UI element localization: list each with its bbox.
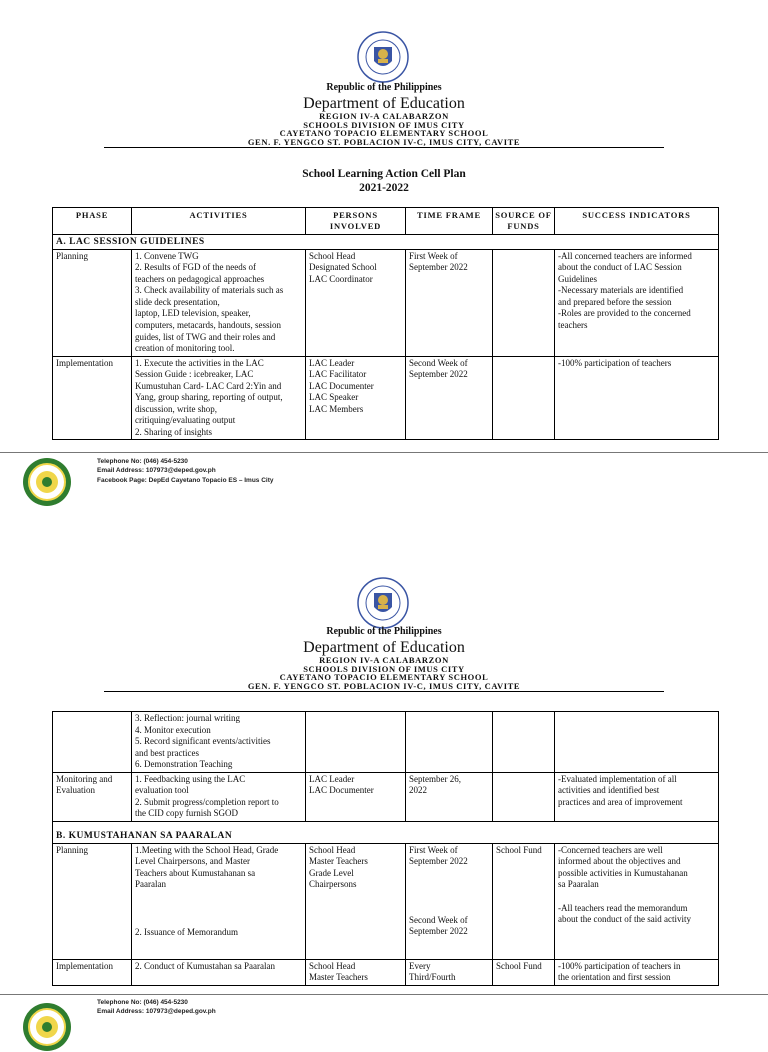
text-line: teachers bbox=[558, 320, 588, 330]
text-line: LAC Leader bbox=[309, 773, 355, 784]
text-line: the CID copy furnish SGOD bbox=[135, 808, 238, 819]
text-line: Grade Level bbox=[309, 867, 354, 878]
text-line: critiquing/evaluating output bbox=[135, 415, 236, 426]
facebook-text: Facebook Page: DepEd Cayetano Topacio ES – Imus City bbox=[97, 476, 274, 484]
text-line: 3. Reflection: journal writing bbox=[135, 713, 240, 723]
text-line: Master Teachers bbox=[309, 856, 368, 867]
text-line: Second Week of bbox=[409, 357, 468, 368]
text-line: LAC Leader bbox=[309, 357, 355, 368]
text-line: 2. Submit progress/completion report to bbox=[135, 796, 279, 807]
text-line: Yang, group sharing, reporting of output, bbox=[135, 392, 283, 403]
email-text: Email Address: 107973@deped.gov.ph bbox=[97, 467, 216, 475]
header-persons: PERSONS INVOLVED bbox=[306, 208, 406, 235]
plan-title-line1: School Learning Action Cell Plan bbox=[302, 168, 466, 180]
text-line: activities and identified best bbox=[558, 785, 660, 796]
text-line: September 2022 bbox=[409, 369, 468, 380]
text-line: LAC Documenter bbox=[309, 380, 374, 391]
text-line: -All teachers read the memorandum bbox=[558, 902, 688, 913]
republic-text: Republic of the Philippines bbox=[326, 626, 442, 637]
text-line: 6. Demonstration Teaching bbox=[135, 759, 233, 770]
text-line: September 26, bbox=[409, 773, 461, 784]
header-time: TIME FRAME bbox=[406, 208, 493, 235]
section-b-title: B. KUMUSTAHANAN SA PAARALAN bbox=[53, 821, 719, 843]
success-part-b bbox=[558, 903, 715, 926]
text-line: LAC Coordinator bbox=[309, 273, 373, 284]
text-line: -100% participation of teachers bbox=[558, 357, 672, 368]
source-cell bbox=[493, 712, 555, 773]
text-line: 1. Execute the activities in the LAC bbox=[135, 357, 264, 368]
source-cell: School Fund bbox=[493, 843, 555, 959]
success-cell bbox=[555, 843, 719, 959]
success-cell bbox=[555, 712, 719, 773]
activities-cell bbox=[132, 959, 306, 985]
activities-part-a bbox=[135, 845, 302, 891]
text-line: 1.Meeting with the School Head, Grade bbox=[135, 844, 279, 855]
text-line: LAC Members bbox=[309, 403, 364, 414]
source-cell: School Fund bbox=[493, 959, 555, 985]
text-line: September 2022 bbox=[409, 926, 468, 937]
text-line: and prepared before the session bbox=[558, 296, 672, 307]
text-line: First Week of bbox=[409, 250, 458, 261]
phase-cell: Planning bbox=[53, 843, 132, 959]
text-line: LAC Documenter bbox=[309, 785, 374, 796]
plan-title-line2: 2021-2022 bbox=[359, 182, 409, 195]
text-line: 2022 bbox=[409, 785, 427, 796]
text-line: Session Guide : icebreaker, LAC bbox=[135, 369, 254, 380]
activities-cell bbox=[132, 843, 306, 959]
header-success: SUCCESS INDICATORS bbox=[555, 208, 719, 235]
phase-cell bbox=[53, 772, 132, 821]
region-text: REGION IV-A CALABARZON bbox=[319, 655, 449, 665]
text-line: computers, metacards, handouts, session bbox=[135, 320, 281, 330]
text-line: Second Week of bbox=[409, 914, 468, 925]
text-line: evaluation tool bbox=[135, 785, 189, 796]
text-line: 2. Sharing of insights bbox=[135, 426, 213, 437]
text-line: about the conduct of LAC Session bbox=[558, 262, 682, 273]
text-line: LAC Speaker bbox=[309, 392, 359, 403]
region-text: REGION IV-A CALABARZON bbox=[319, 111, 449, 121]
text-line: School Head bbox=[309, 250, 356, 261]
persons-cell bbox=[306, 772, 406, 821]
text-line: teachers on pedagogical approaches bbox=[135, 273, 265, 284]
text-line: 1. Convene TWG bbox=[135, 250, 199, 261]
table-row bbox=[53, 772, 719, 821]
text-line: -Evaluated implementation of all bbox=[558, 773, 677, 784]
deped-seal-icon bbox=[357, 577, 409, 629]
phase-cell: Implementation bbox=[53, 356, 132, 440]
time-part-a bbox=[409, 845, 489, 868]
text-line: about the conduct of the said activity bbox=[558, 914, 691, 925]
text-line: September 2022 bbox=[409, 856, 468, 867]
footer-divider bbox=[0, 994, 768, 995]
text-line: 2. Issuance of Memorandum bbox=[135, 926, 238, 937]
school-name: CAYETANO TOPACIO ELEMENTARY SCHOOL bbox=[279, 672, 489, 682]
text-line: LAC Facilitator bbox=[309, 369, 367, 380]
republic-text: Republic of the Philippines bbox=[326, 82, 442, 93]
email-text: Email Address: 107973@deped.gov.ph bbox=[97, 1008, 216, 1016]
text-line: 1. Feedbacking using the LAC bbox=[135, 773, 246, 784]
text-line: guides, list of TWG and their roles and bbox=[135, 331, 276, 342]
activities-cell bbox=[132, 712, 306, 773]
school-name: CAYETANO TOPACIO ELEMENTARY SCHOOL bbox=[279, 128, 489, 138]
text-line: practices and area of improvement bbox=[558, 796, 683, 807]
letterhead bbox=[0, 627, 768, 692]
text-line: Level Chairpersons, and Master bbox=[135, 856, 250, 867]
success-part-a bbox=[558, 845, 715, 891]
text-line: -Necessary materials are identified bbox=[558, 285, 684, 296]
time-part-b bbox=[409, 915, 489, 938]
department-title: Department of Education bbox=[303, 639, 465, 656]
telephone-text: Telephone No: (046) 454-5230 bbox=[97, 458, 188, 465]
table-row bbox=[53, 712, 719, 773]
table-row bbox=[53, 843, 719, 959]
text-line: and best practices bbox=[135, 747, 199, 758]
header-activities: ACTIVITIES bbox=[132, 208, 306, 235]
school-logo-icon bbox=[22, 1002, 72, 1052]
text-line: Designated School bbox=[309, 262, 377, 273]
text-line: First Week of bbox=[409, 844, 458, 855]
department-title: Department of Education bbox=[303, 95, 465, 112]
school-address: GEN. F. YENGCO ST. POBLACION IV-C, IMUS CITY, CAVITE bbox=[104, 682, 664, 693]
phase-cell: Implementation bbox=[53, 959, 132, 985]
contact-info bbox=[97, 998, 216, 1017]
text-line: Third/Fourth bbox=[409, 972, 456, 983]
phase-cell: Planning bbox=[53, 249, 132, 356]
text-line: -All concerned teachers are informed bbox=[558, 250, 692, 261]
text-line: 2. Results of FGD of the needs of bbox=[135, 262, 256, 273]
success-cell bbox=[555, 959, 719, 985]
text-line: the orientation and first session bbox=[558, 972, 671, 983]
text-line: School Head bbox=[309, 960, 356, 971]
activities-cell bbox=[132, 772, 306, 821]
activities-part-b bbox=[135, 927, 302, 939]
division-text: SCHOOLS DIVISION OF IMUS CITY bbox=[303, 663, 465, 674]
text-line: September 2022 bbox=[409, 262, 468, 273]
text-line: Kumustuhan Card- LAC Card 2:Yin and bbox=[135, 380, 282, 391]
section-a-title: A. LAC SESSION GUIDELINES bbox=[53, 234, 719, 249]
text-line: -Concerned teachers are well bbox=[558, 844, 663, 855]
source-cell bbox=[493, 772, 555, 821]
text-line: 3. Check availability of materials such as bbox=[135, 285, 284, 296]
text-line: Paaralan bbox=[135, 879, 166, 890]
text-line: possible activities in Kumustahanan bbox=[558, 867, 688, 878]
text-line: 2. Conduct of Kumustahan sa Paaralan bbox=[135, 960, 275, 971]
text-line: School Head bbox=[309, 844, 356, 855]
persons-cell bbox=[306, 959, 406, 985]
school-address: GEN. F. YENGCO ST. POBLACION IV-C, IMUS CITY, CAVITE bbox=[104, 138, 664, 149]
time-cell bbox=[406, 959, 493, 985]
time-cell bbox=[406, 712, 493, 773]
text-line: -Roles are provided to the concerned bbox=[558, 308, 691, 319]
text-line: Monitoring and bbox=[56, 773, 113, 784]
header-phase: PHASE bbox=[53, 208, 132, 235]
time-cell bbox=[406, 843, 493, 959]
text-line: Guidelines bbox=[558, 273, 597, 284]
text-line: slide deck presentation, bbox=[135, 296, 220, 307]
text-line: Teachers about Kumustahanan sa bbox=[135, 867, 256, 878]
text-line: informed about the objectives and bbox=[558, 856, 681, 867]
text-line: sa Paaralan bbox=[558, 879, 599, 890]
section-row bbox=[53, 821, 719, 843]
table-row bbox=[53, 959, 719, 985]
lac-plan-table-continued bbox=[52, 711, 719, 986]
success-cell bbox=[555, 772, 719, 821]
text-line: -100% participation of teachers in bbox=[558, 960, 681, 971]
header-source: SOURCE OF FUNDS bbox=[493, 208, 555, 235]
division-text: SCHOOLS DIVISION OF IMUS CITY bbox=[303, 119, 465, 130]
text-line: Evaluation bbox=[56, 785, 95, 796]
text-line: laptop, LED television, speaker, bbox=[135, 308, 251, 319]
text-line: Every bbox=[409, 960, 431, 971]
telephone-text: Telephone No: (046) 454-5230 bbox=[97, 999, 188, 1006]
text-line: 4. Monitor execution bbox=[135, 724, 211, 735]
text-line: 5. Record significant events/activities bbox=[135, 736, 271, 747]
phase-cell bbox=[53, 712, 132, 773]
persons-cell bbox=[306, 712, 406, 773]
text-line: discussion, write shop, bbox=[135, 403, 217, 414]
text-line: Master Teachers bbox=[309, 972, 368, 983]
text-line: Chairpersons bbox=[309, 879, 357, 890]
persons-cell bbox=[306, 843, 406, 959]
text-line: creation of monitoring tool. bbox=[135, 343, 235, 354]
time-cell bbox=[406, 772, 493, 821]
